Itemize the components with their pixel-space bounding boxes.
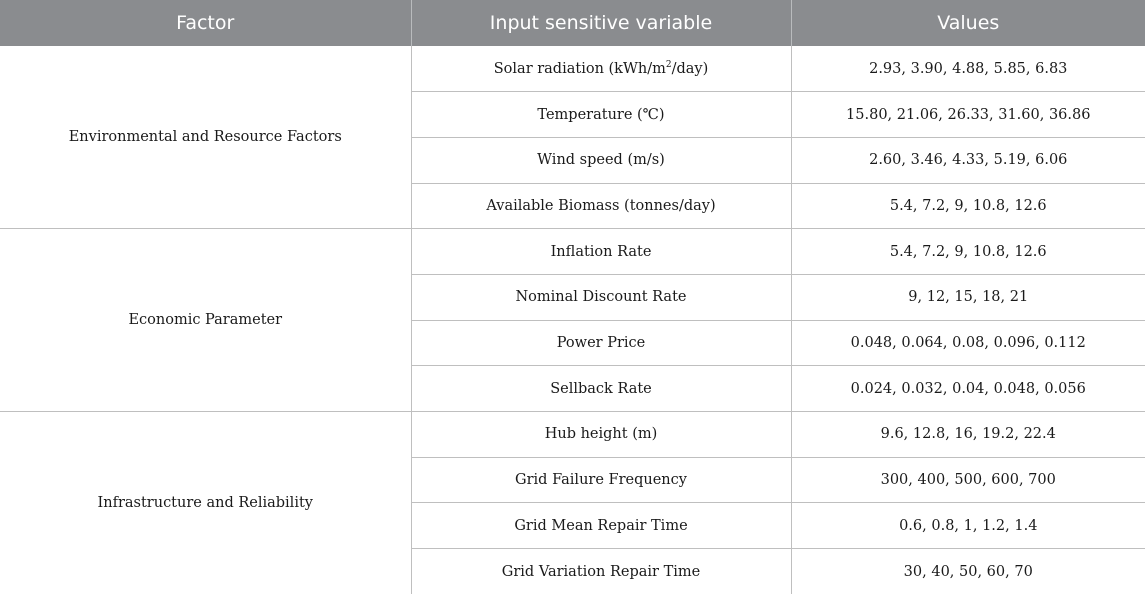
variable-cell: Grid Variation Repair Time (411, 549, 791, 595)
table-body (0, 46, 1145, 594)
values-cell: 15.80, 21.06, 26.33, 31.60, 36.86 (791, 92, 1145, 138)
variable-cell: Inflation Rate (411, 229, 791, 275)
header-row (0, 0, 1145, 46)
variable-cell: Nominal Discount Rate (411, 274, 791, 320)
table-row (0, 412, 1145, 458)
values-cell: 0.024, 0.032, 0.04, 0.048, 0.056 (791, 366, 1145, 412)
variable-cell: Power Price (411, 320, 791, 366)
variable-cell: Hub height (m) (411, 412, 791, 458)
values-cell: 300, 400, 500, 600, 700 (791, 457, 1145, 503)
variable-cell: Grid Failure Frequency (411, 457, 791, 503)
variable-cell: Grid Mean Repair Time (411, 503, 791, 549)
variable-cell: Temperature (℃) (411, 92, 791, 138)
variable-cell (411, 46, 791, 92)
values-cell: 5.4, 7.2, 9, 10.8, 12.6 (791, 183, 1145, 229)
variable-text: Solar radiation (kWh/m (493, 60, 666, 77)
values-cell: 9.6, 12.8, 16, 19.2, 22.4 (791, 412, 1145, 458)
header-variable: Input sensitive variable (411, 0, 791, 46)
header-values: Values (791, 0, 1145, 46)
values-cell: 30, 40, 50, 60, 70 (791, 549, 1145, 595)
variable-superscript: 2 (665, 59, 672, 70)
values-cell: 5.4, 7.2, 9, 10.8, 12.6 (791, 229, 1145, 275)
values-cell: 0.048, 0.064, 0.08, 0.096, 0.112 (791, 320, 1145, 366)
variable-cell: Available Biomass (tonnes/day) (411, 183, 791, 229)
table-header (0, 0, 1145, 46)
variable-cell: Sellback Rate (411, 366, 791, 412)
values-cell: 0.6, 0.8, 1, 1.2, 1.4 (791, 503, 1145, 549)
values-cell: 9, 12, 15, 18, 21 (791, 274, 1145, 320)
factor-cell: Environmental and Resource Factors (0, 46, 411, 229)
header-factor: Factor (0, 0, 411, 46)
table-row (0, 46, 1145, 92)
variable-text-suffix: /day) (671, 60, 709, 77)
values-cell: 2.60, 3.46, 4.33, 5.19, 6.06 (791, 137, 1145, 183)
variable-cell: Wind speed (m/s) (411, 137, 791, 183)
factor-cell: Infrastructure and Reliability (97, 495, 313, 512)
table-row (0, 229, 1145, 275)
factor-cell: Economic Parameter (0, 229, 411, 412)
values-cell: 2.93, 3.90, 4.88, 5.85, 6.83 (791, 46, 1145, 92)
